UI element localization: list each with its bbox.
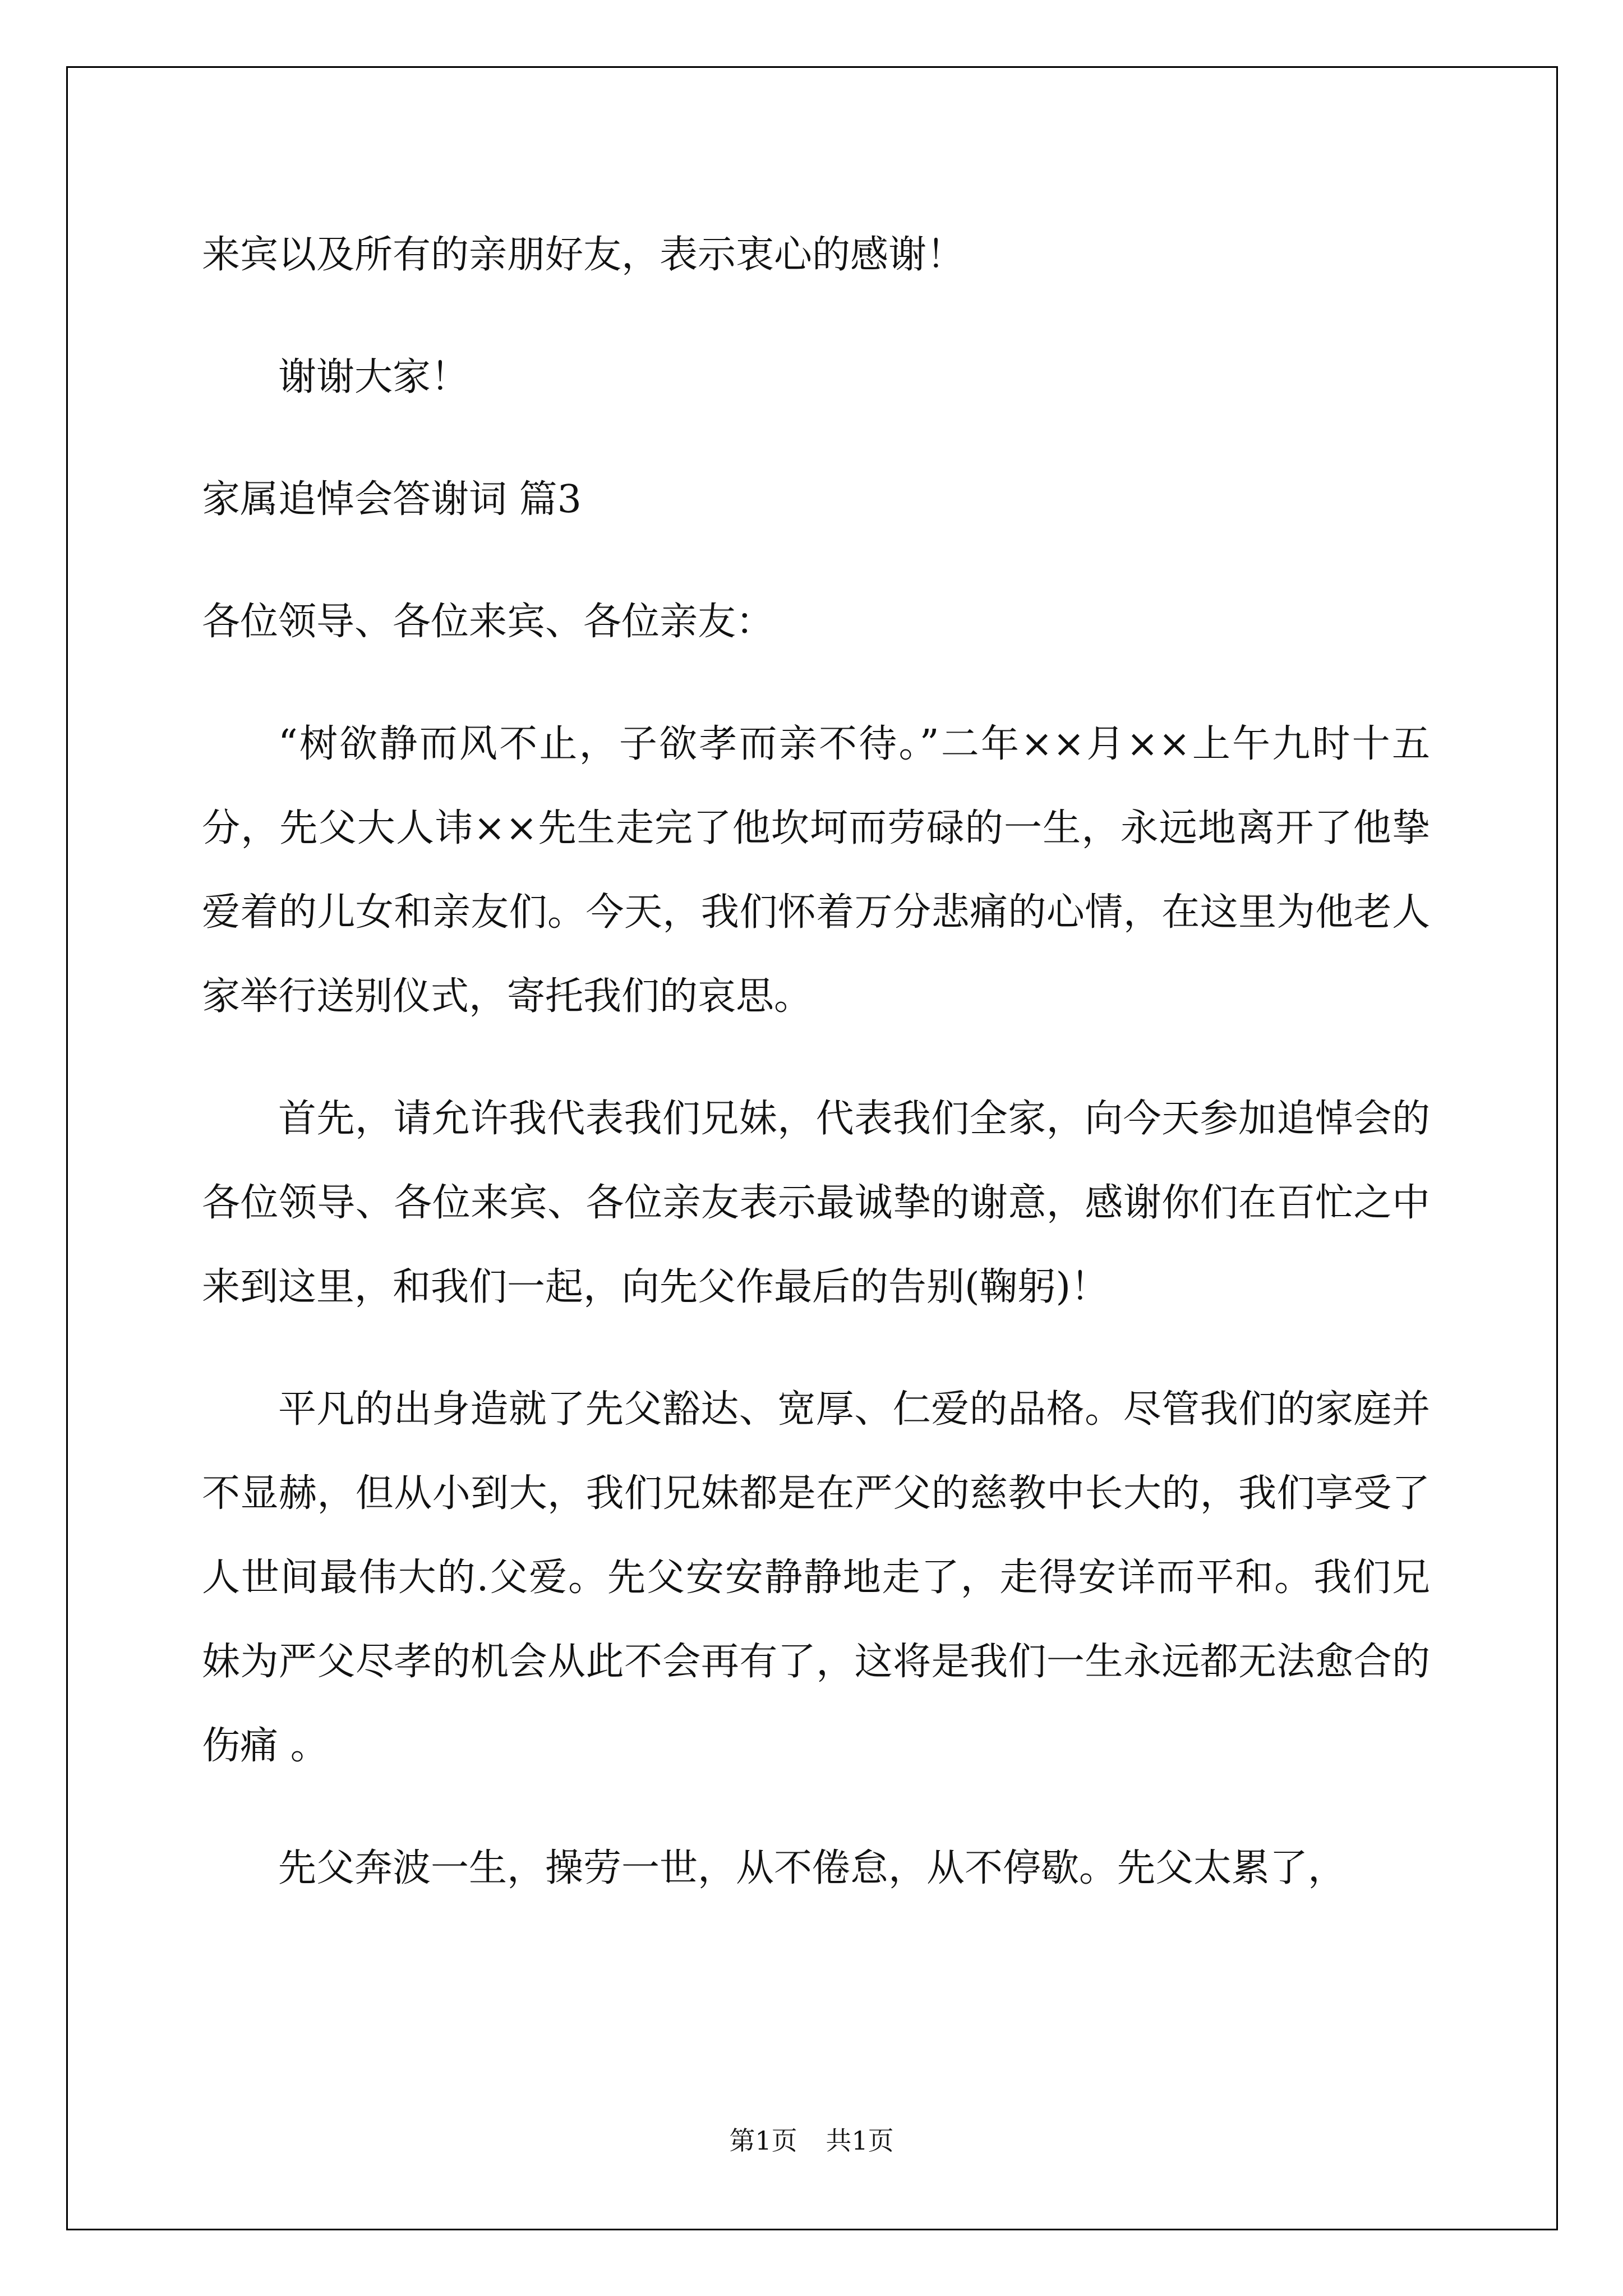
paragraph-6: 首先，请允许我代表我们兄妹，代表我们全家，向今天参加追悼会的各位领导、各位来宾、各位亲友表示最诚挚的谢意，感谢你们在百忙之中来到这里，和我们一起，向先父作最后的告别(鞠躬)！ — [202, 1097, 1430, 1309]
paragraph-5: “树欲静而风不止，子欲孝而亲不待。”二年××月××上午九时十五分，先父大人讳××先生走完了他坎坷而劳碌的一生，永远地离开了他挚爱着的儿女和亲友们。今天，我们怀着万分悲痛的心情，在这里为他老人家举行送别仪式，寄托我们的哀思。 — [202, 722, 1430, 1019]
page-number: 第1页 — [729, 2125, 797, 2156]
paragraph-8: 先父奔波一生，操劳一世，从不倦怠，从不停歇。先父太累了， — [278, 1846, 1347, 1890]
page-total: 共1页 — [826, 2125, 894, 2156]
document-body — [202, 213, 1430, 1949]
paragraph-2: 谢谢大家！ — [278, 355, 469, 399]
paragraph-7: 平凡的出身造就了先父豁达、宽厚、仁爱的品格。尽管我们的家庭并不显赫，但从小到大，我们兄妹都是在严父的慈教中长大的，我们享受了人世间最伟大的.父爱。先父安安静静地走了，走得安详而平和。我们兄妹为严父尽孝的机会从此不会再有了，这将是我们一生永远都无法愈合的伤痛 。 — [202, 1387, 1430, 1768]
page-footer — [0, 2120, 1623, 2157]
salutation: 各位领导、各位来宾、各位亲友： — [202, 600, 774, 644]
paragraph-1: 来宾以及所有的亲朋好友，表示衷心的感谢！ — [202, 233, 965, 277]
section-heading: 家属追悼会答谢词 篇3 — [202, 477, 582, 522]
